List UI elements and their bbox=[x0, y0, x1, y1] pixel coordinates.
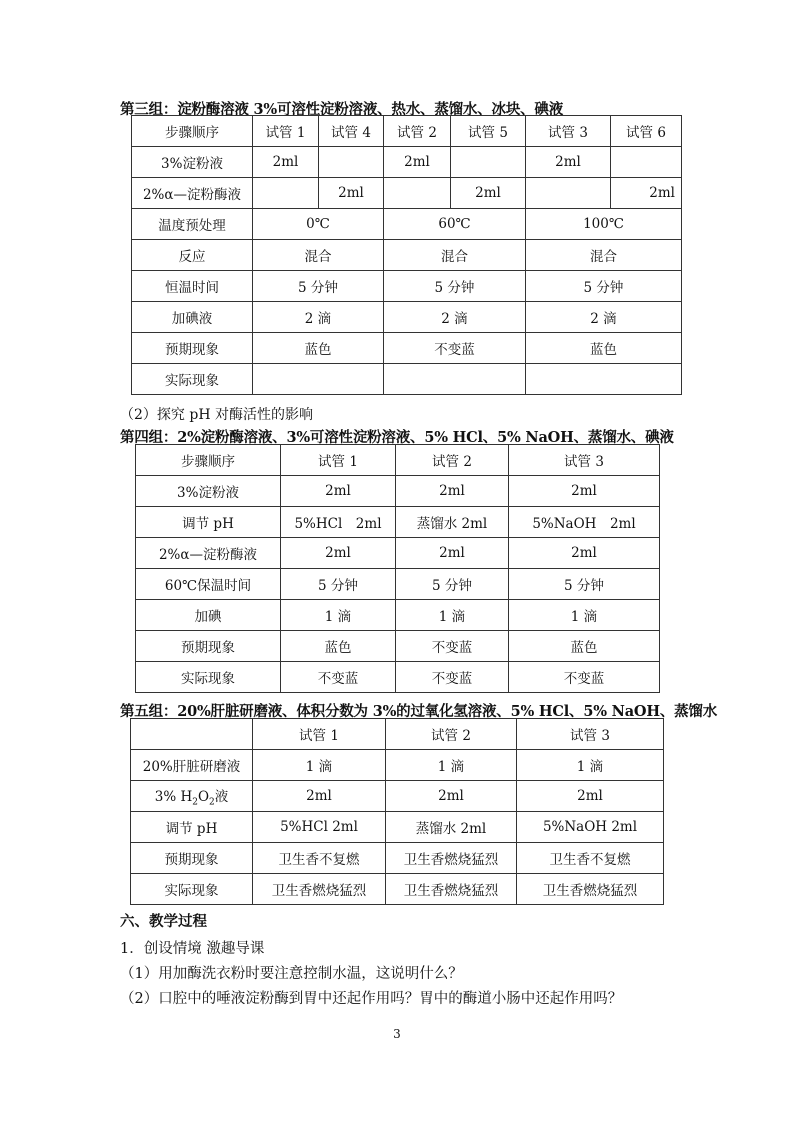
h2o2-label-cell bbox=[131, 781, 253, 812]
table-row bbox=[136, 600, 660, 631]
table-header-cell: 试管 3 bbox=[517, 719, 664, 750]
table-cell: 2ml bbox=[396, 476, 509, 507]
section6-title: 六、教学过程 bbox=[120, 913, 207, 930]
table-cell bbox=[451, 147, 526, 178]
table-row bbox=[131, 750, 664, 781]
table-cell: 蓝色 bbox=[281, 631, 396, 662]
table-cell: 2ml bbox=[526, 147, 611, 178]
table-cell: 不变蓝 bbox=[396, 631, 509, 662]
table-cell: 5 分钟 bbox=[281, 569, 396, 600]
h2o2-post: 液 bbox=[214, 788, 229, 805]
table-cell: 1 滴 bbox=[509, 600, 660, 631]
table-cell: 调节 pH bbox=[131, 812, 253, 843]
table-row bbox=[131, 781, 664, 812]
table-cell: 3%淀粉液 bbox=[136, 476, 281, 507]
table-cell: 蒸馏水 2ml bbox=[396, 507, 509, 538]
table-row bbox=[132, 364, 682, 395]
table-cell: 2ml bbox=[281, 476, 396, 507]
table-cell: 5%NaOH 2ml bbox=[509, 507, 660, 538]
table-cell: 2ml bbox=[253, 147, 319, 178]
table-row bbox=[131, 812, 664, 843]
table-cell: 温度预处理 bbox=[132, 209, 253, 240]
table-cell: 卫生香燃烧猛烈 bbox=[517, 874, 664, 905]
table-cell: 不变蓝 bbox=[396, 662, 509, 693]
table-cell: 5 分钟 bbox=[253, 271, 384, 302]
h2o2-sub1: 2 bbox=[192, 797, 198, 808]
section6-item1: 1．创设情境 激趣导课 bbox=[120, 941, 265, 957]
table-header-cell: 步骤顺序 bbox=[136, 445, 281, 476]
table-cell: 调节 pH bbox=[136, 507, 281, 538]
table-header-cell: 试管 5 bbox=[451, 116, 526, 147]
ph-note: （2）探究 pH 对酶活性的影响 bbox=[120, 407, 313, 423]
table-cell: 20%肝脏研磨液 bbox=[131, 750, 253, 781]
table-header-cell bbox=[131, 719, 253, 750]
table-cell: 2ml bbox=[509, 538, 660, 569]
table-cell: 60℃保温时间 bbox=[136, 569, 281, 600]
section6-question2: （2）口腔中的唾液淀粉酶到胃中还起作用吗？胃中的酶道小肠中还起作用吗？ bbox=[120, 991, 623, 1007]
table-cell: 恒温时间 bbox=[132, 271, 253, 302]
group5-table bbox=[130, 718, 664, 905]
table-cell: 混合 bbox=[384, 240, 526, 271]
table-header-cell: 试管 6 bbox=[611, 116, 682, 147]
table-cell: 蒸馏水 2ml bbox=[386, 812, 517, 843]
table-cell: 2ml bbox=[386, 781, 517, 812]
table-cell bbox=[319, 147, 384, 178]
table-cell: 2%α—淀粉酶液 bbox=[132, 178, 253, 209]
table-cell: 实际现象 bbox=[136, 662, 281, 693]
table-row bbox=[132, 209, 682, 240]
table-cell: 2ml bbox=[281, 538, 396, 569]
table-cell: 100℃ bbox=[526, 209, 682, 240]
table-header-cell: 试管 2 bbox=[386, 719, 517, 750]
table-header-cell: 试管 3 bbox=[526, 116, 611, 147]
table-cell: 0℃ bbox=[253, 209, 384, 240]
table-header-cell: 试管 1 bbox=[253, 719, 386, 750]
table-cell: 1 滴 bbox=[386, 750, 517, 781]
table-cell: 5%HCl 2ml bbox=[281, 507, 396, 538]
table-row bbox=[136, 569, 660, 600]
group4-table bbox=[135, 444, 660, 693]
table-cell bbox=[384, 178, 451, 209]
table-cell: 卫生香燃烧猛烈 bbox=[253, 874, 386, 905]
table-cell: 预期现象 bbox=[131, 843, 253, 874]
table-header-cell: 试管 1 bbox=[253, 116, 319, 147]
table-cell: 1 滴 bbox=[396, 600, 509, 631]
table-cell bbox=[253, 178, 319, 209]
h2o2-pre: 3% H bbox=[154, 788, 193, 805]
table-cell: 不变蓝 bbox=[384, 333, 526, 364]
table-cell: 2ml bbox=[509, 476, 660, 507]
table-cell: 不变蓝 bbox=[281, 662, 396, 693]
table-cell: 混合 bbox=[526, 240, 682, 271]
table-row bbox=[131, 719, 664, 750]
table-cell: 2ml bbox=[517, 781, 664, 812]
table-row bbox=[132, 178, 682, 209]
group3-table bbox=[131, 115, 682, 395]
table-row bbox=[131, 874, 664, 905]
table-row bbox=[132, 302, 682, 333]
table-cell: 2ml bbox=[384, 147, 451, 178]
table-cell: 5 分钟 bbox=[509, 569, 660, 600]
table-row bbox=[136, 538, 660, 569]
table-row bbox=[132, 147, 682, 178]
table-cell: 反应 bbox=[132, 240, 253, 271]
group4-heading: 第四组：2%淀粉酶溶液、3%可溶性淀粉溶液、5% HCl、5% NaOH、蒸馏水、碘液 bbox=[120, 429, 674, 446]
table-cell: 实际现象 bbox=[131, 874, 253, 905]
table-cell: 5 分钟 bbox=[396, 569, 509, 600]
table-row bbox=[132, 240, 682, 271]
table-cell: 1 滴 bbox=[253, 750, 386, 781]
table-row bbox=[131, 843, 664, 874]
table-cell: 60℃ bbox=[384, 209, 526, 240]
table-cell bbox=[526, 364, 682, 395]
table-cell: 预期现象 bbox=[132, 333, 253, 364]
table-cell: 2 滴 bbox=[253, 302, 384, 333]
table-row bbox=[132, 271, 682, 302]
table-row bbox=[136, 476, 660, 507]
table-cell: 2ml bbox=[396, 538, 509, 569]
table-cell: 3%淀粉液 bbox=[132, 147, 253, 178]
table-cell bbox=[611, 147, 682, 178]
table-cell: 2%α—淀粉酶液 bbox=[136, 538, 281, 569]
table-cell: 1 滴 bbox=[517, 750, 664, 781]
table-header-cell: 步骤顺序 bbox=[132, 116, 253, 147]
group3-heading: 第三组：淀粉酶溶液 3%可溶性淀粉溶液、热水、蒸馏水、冰块、碘液 bbox=[120, 101, 564, 118]
table-header-cell: 试管 2 bbox=[384, 116, 451, 147]
table-cell: 卫生香燃烧猛烈 bbox=[386, 874, 517, 905]
h2o2-sub2: 2 bbox=[209, 797, 215, 808]
table-header-cell: 试管 2 bbox=[396, 445, 509, 476]
table-cell: 2ml bbox=[253, 781, 386, 812]
table-cell: 卫生香燃烧猛烈 bbox=[386, 843, 517, 874]
table-cell: 2ml bbox=[319, 178, 384, 209]
table-header-cell: 试管 4 bbox=[319, 116, 384, 147]
table-cell: 蓝色 bbox=[526, 333, 682, 364]
table-row bbox=[136, 631, 660, 662]
table-cell: 2 滴 bbox=[384, 302, 526, 333]
group5-heading: 第五组：20%肝脏研磨液、体积分数为 3%的过氧化氢溶液、5% HCl、5% NaOH、蒸馏水 bbox=[120, 703, 718, 720]
table-cell: 加碘液 bbox=[132, 302, 253, 333]
table-row bbox=[132, 333, 682, 364]
table-row bbox=[136, 662, 660, 693]
table-cell bbox=[384, 364, 526, 395]
table-cell: 预期现象 bbox=[136, 631, 281, 662]
table-cell: 2 滴 bbox=[526, 302, 682, 333]
h2o2-mid: O bbox=[197, 788, 210, 805]
table-cell: 1 滴 bbox=[281, 600, 396, 631]
table-cell: 蓝色 bbox=[253, 333, 384, 364]
table-cell: 混合 bbox=[253, 240, 384, 271]
table-cell: 5%HCl 2ml bbox=[253, 812, 386, 843]
table-cell: 卫生香不复燃 bbox=[253, 843, 386, 874]
table-cell: 加碘 bbox=[136, 600, 281, 631]
table-cell: 蓝色 bbox=[509, 631, 660, 662]
table-row bbox=[136, 445, 660, 476]
table-cell: 5%NaOH 2ml bbox=[517, 812, 664, 843]
table-header-cell: 试管 3 bbox=[509, 445, 660, 476]
page-number: 3 bbox=[393, 1027, 401, 1041]
table-cell bbox=[253, 364, 384, 395]
table-cell: 2ml bbox=[451, 178, 526, 209]
table-cell: 卫生香不复燃 bbox=[517, 843, 664, 874]
table-header-cell: 试管 1 bbox=[281, 445, 396, 476]
table-cell bbox=[526, 178, 611, 209]
table-cell: 不变蓝 bbox=[509, 662, 660, 693]
table-row bbox=[136, 507, 660, 538]
table-cell: 5 分钟 bbox=[384, 271, 526, 302]
table-cell: 5 分钟 bbox=[526, 271, 682, 302]
table-cell: 2ml bbox=[611, 178, 682, 209]
table-row bbox=[132, 116, 682, 147]
section6-question1: （1）用加酶洗衣粉时要注意控制水温，这说明什么？ bbox=[120, 966, 463, 982]
table-cell: 实际现象 bbox=[132, 364, 253, 395]
